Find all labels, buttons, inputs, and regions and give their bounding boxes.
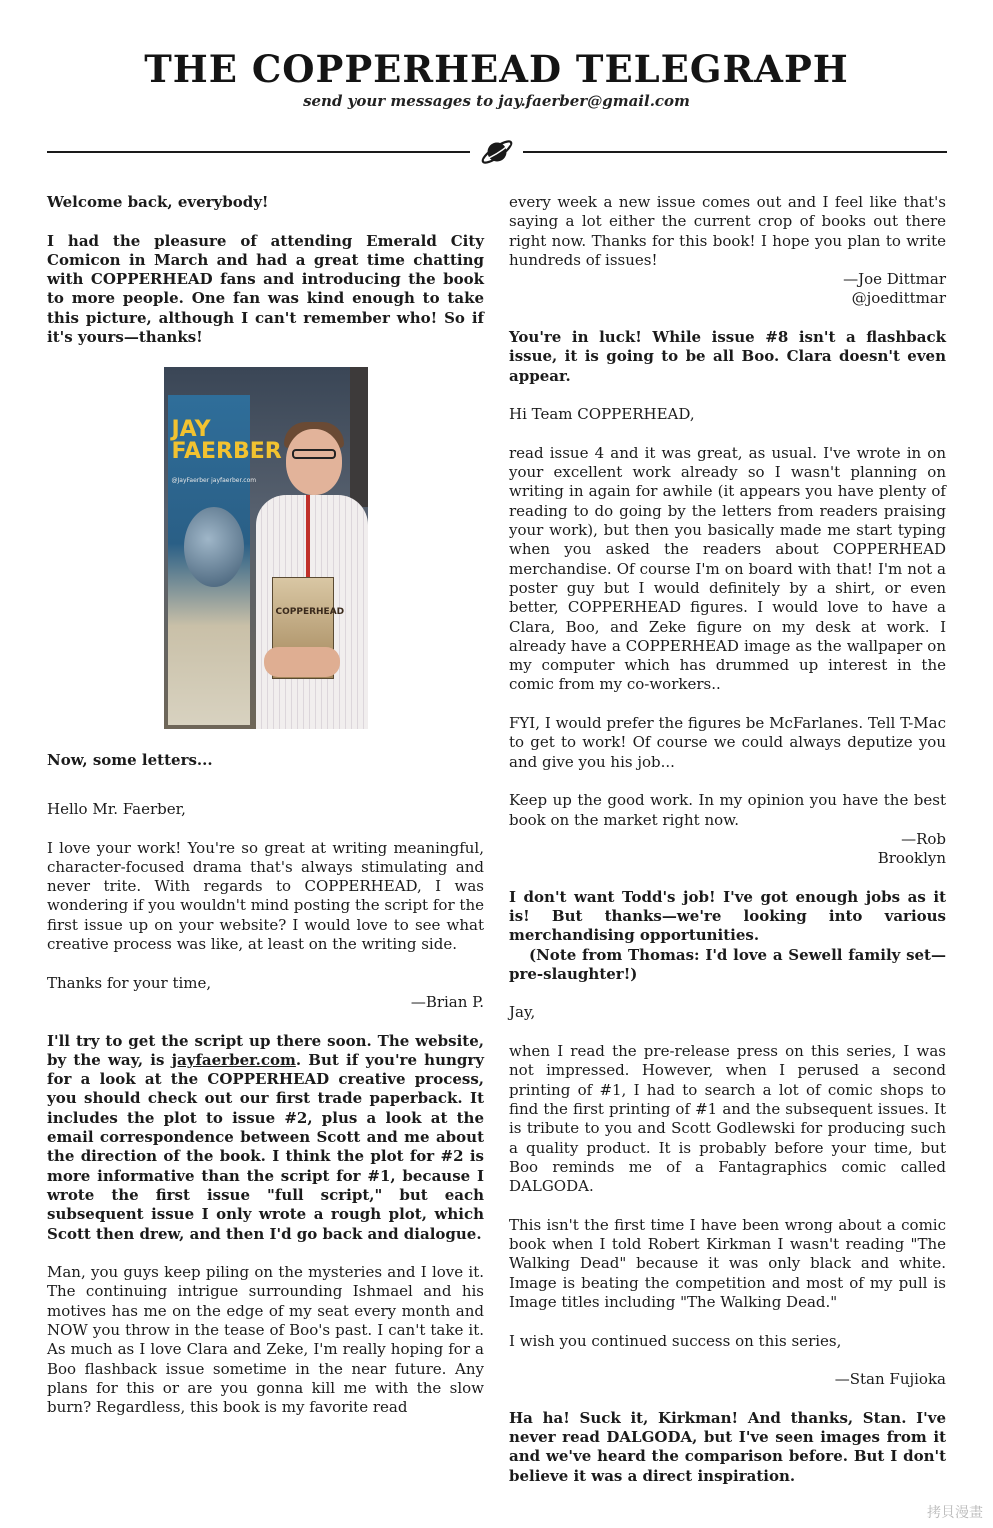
letters-intro: Now, some letters... xyxy=(47,750,213,769)
right-column xyxy=(509,193,946,1505)
letter-closing: I wish you continued success on this series, xyxy=(509,1331,842,1350)
letter-closing: Thanks for your time, xyxy=(47,973,212,992)
watermark: 拷貝漫畫 xyxy=(927,1505,983,1521)
website-link[interactable]: jayfaerber.com xyxy=(171,1050,296,1069)
letter-body: Keep up the good work. In my opinion you have the best book on the market right now. xyxy=(509,791,946,829)
reply-paragraph: I'll try to get the script up there soon. The website, by the way, is jayfaerber.com. But if you're hungry for a look at the COPPERHEAD creative process, you should check out our first trade paperback. It includes the plot to issue #2, plus a look at the email correspondence between Scott and me about the direction of the book. I think the plot for #2 is more informative than the script for #1, because I wrote the first issue "full script," but each subsequent issue I only wrote a rough plot, which Scott then drew, and then I'd go back and dialogue. xyxy=(47,1031,485,1243)
intro-paragraph: I had the pleasure of attending Emerald City Comicon in March and had a great time chatting with COPPERHEAD fans and introducing the book to more people. One fan was kind enough to take this picture, although I can't remember who! So if it's yours—thanks! xyxy=(47,231,484,347)
divider-right xyxy=(523,151,947,153)
letter-body: Man, you guys keep piling on the mysteries and I love it. The continuing intrigue surrounding Ishmael and his motives has me on the edge of my seat every month and NOW you throw in the tease of Boo's past. I can't take it. As much as I love Clara and Zeke, I'm really hoping for a Boo flashback issue sometime in the near future. Any plans for this or are you gonna kill me with the slow burn? Regardless, this book is my favorite read xyxy=(47,1263,484,1417)
letter-body-continued: every week a new issue comes out and I feel like that's saying a lot either the current crop of books out there right now. Thanks for this book! I hope you plan to write hundreds of issues! xyxy=(509,193,946,269)
photo-banner-subtext: @JayFaerber jayfaerber.com xyxy=(171,476,257,484)
reply-note: (Note from Thomas: I'd love a Sewell family set—pre-slaughter!) xyxy=(509,945,946,983)
reply-paragraph: You're in luck! While issue #8 isn't a flashback issue, it is going to be all Boo. Clara doesn't even appear. xyxy=(509,328,946,385)
letter-body: I love your work! You're so great at writing meaningful, character-focused drama that's always stimulating and never trite. With regards to COPPERHEAD, I was wondering if you wouldn't mind posting the script for the first issue up on your website? I would love to see what creative process was like, at least on the writing side. xyxy=(47,838,484,954)
planet-icon xyxy=(478,133,516,171)
reply-paragraph: I don't want Todd's job! I've got enough jobs as it is! But thanks—we're looking into various merchandising opportunities. xyxy=(509,887,946,945)
letter-body: read issue 4 and it was great, as usual. I've wrote in on your excellent work already so I wasn't planning on writing in again for awhile (it appears you have plenty of reading to do going by the letters from readers praising your work), but then you basically made me start typing when you asked the readers about COPPERHEAD merchandise. Of course I'm on board with that! I'm not a poster guy but I would definitely by a shirt, or even better, COPPERHEAD figures. I would love to have a Clara, Boo, and Zeke figure on my desk at work. I already have a COPPERHEAD image as the wallpaper on my computer which has drummed up interest in the comic from my co-workers.. xyxy=(509,443,946,694)
letter-location: Brooklyn xyxy=(877,849,946,868)
left-column xyxy=(47,193,484,1437)
photo-book-title: COPPERHEAD xyxy=(275,606,345,617)
tagline: send your messages to jay.faerber@gmail.com xyxy=(303,92,690,110)
convention-photo xyxy=(164,367,368,729)
letter-signature: —Stan Fujioka xyxy=(834,1370,946,1389)
letter-body: FYI, I would prefer the figures be McFarlanes. Tell T-Mac to get to work! Of course we could always deputize you and give you his job... xyxy=(509,714,946,771)
letter-salutation: Hi Team COPPERHEAD, xyxy=(509,405,695,424)
masthead xyxy=(0,46,993,110)
letter-signature: —Brian P. xyxy=(410,992,484,1011)
letter-body: This isn't the first time I have been wrong about a comic book when I told Robert Kirkman I wasn't reading "The Walking Dead" because it was only black and white. Image is beating the competition and most of my pull is Image titles including "The Walking Dead." xyxy=(509,1215,946,1311)
divider-left xyxy=(47,151,470,153)
letter-handle: @joedittmar xyxy=(851,289,946,308)
letter-salutation: Jay, xyxy=(509,1003,536,1022)
photo-banner-text: JAY FAERBER xyxy=(171,416,282,464)
page-title: THE COPPERHEAD TELEGRAPH xyxy=(144,47,849,91)
greeting: Welcome back, everybody! xyxy=(47,193,269,211)
reply-paragraph: Ha ha! Suck it, Kirkman! And thanks, Stan. I've never read DALGODA, but I've seen images from it and we've heard the comparison before. But I don't believe it was a direct inspiration. xyxy=(509,1408,946,1485)
letter-signature: —Joe Dittmar xyxy=(843,270,946,289)
letter-salutation: Hello Mr. Faerber, xyxy=(47,799,186,818)
letter-signature: —Rob xyxy=(901,829,946,848)
letter-body: when I read the pre-release press on this series, I was not impressed. However, when I perused a second printing of #1, I had to search a lot of comic shops to find the first printing of #1 and the subsequent issues. It is tribute to you and Scott Godlewski for producing such a quality product. It is probably before your time, but Boo reminds me of a Fantagraphics comic called DALGODA. xyxy=(509,1042,946,1196)
